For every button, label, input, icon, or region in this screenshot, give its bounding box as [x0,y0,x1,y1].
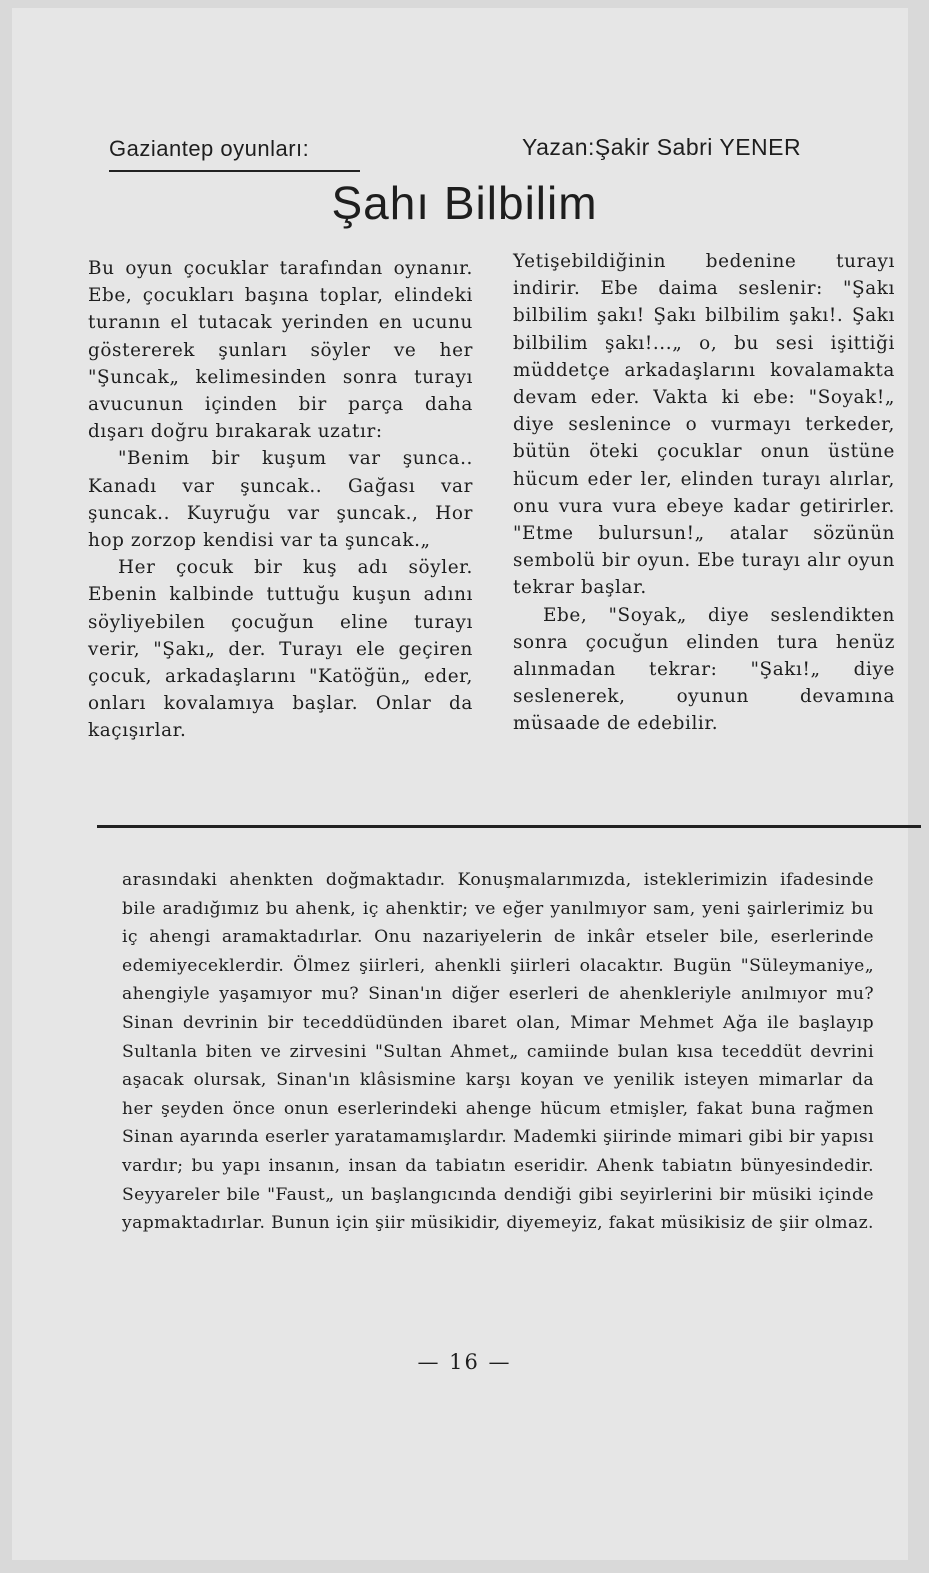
author-byline: Yazan:Şakir Sabri YENER [522,134,802,160]
right-paragraph: Yetişebildiğinin bedenine turayı indirir. Ebe daima seslenir: "Şakı bilbilim şakı! Şakı bilbilim şakı!. Şakı bilbilim şakı!...„ o, bu sesi işittiği müddetçe arkadaşlarını kovalamakta devam eder. Vakta ki ebe: "Soyak!„ diye seslenince o vurmayı terkeder, bütün öteki çocuklar onun üstüne hücum eder ler, elinden turayı alırlar, onu vura vura ebeye kadar getirirler. "Etme bulursun!„ atalar sözünün sembolü bir oyun. Ebe turayı alır oyun tekrar başlar. [513,251,895,599]
article-title: Şahı Bilbilim [331,177,598,229]
section-underline [109,170,360,172]
left-paragraph: Bu oyun çocuklar tarafından oynanır. Ebe, çocukları başına toplar, elindeki turanın el tutacak yerinden en ucunu göstererek şunları söyler ve her "Şuncak„ kelimesinden sonra turayı avucunun içinden bir parça daha dışarı doğru bırakarak uzatır: [88,258,473,443]
essay-text [122,866,874,1238]
section-tag: Gaziantep oyunları: [109,136,310,161]
left-paragraph: Her çocuk bir kuş adı söyler. Ebenin kalbinde tuttuğu kuşun adını söyliyebilen çocuğun eline turayı verir, "Şakı„ der. Turayı ele geçiren çocuk, arkadaşlarını "Katöğün„ eder, onları kovalamıya başlar. Onlar da kaçışırlar. [88,557,473,742]
right-paragraph: Ebe, "Soyak„ diye seslendikten sonra çocuğun elinden tura henüz alınmadan tekrar: "Şakı!„ diye seslenerek, oyunun devamına müsaade de edebilir. [513,604,895,735]
left-column [88,255,473,745]
page-number: — 16 — [417,1350,512,1374]
right-column [513,248,895,738]
essay-paragraph: arasındaki ahenkten doğmaktadır. Konuşmalarımızda, isteklerimizin ifadesinde bile aradığımız bu ahenk, iç ahenktir; ve eğer yanılmıyor sam, yeni şairlerimiz bu iç ahengi aramaktadırlar. Onu nazariyelerin de inkâr etseler bile, eserlerinde edemiyeceklerdir. Ölmez şiirleri, ahenkli şiirleri olacaktır. Bugün "Süleymaniye„ ahengiyle yaşamıyor mu? Sinan'ın diğer eserleri de ahenkleriyle anılmıyor mu? Sinan devrinin bir teceddüdünden ibaret olan, Mimar Mehmet Ağa ile başlayıp Sultanla biten ve zirvesini "Sultan Ahmet„ camiinde bulan kısa teceddüt devrini aşacak olursak, Sinan'ın klâsismine karşı koyan ve yenilik isteyen mimarlar da her şeyden önce onun eserlerindeki ahenge hücum etmişler, fakat buna rağmen Sinan ayarında eserler yaratamamışlardır. Mademki şiirinde mimari gibi bir yapısı vardır; bu yapı insanın, insan da tabiatın eseridir. Ahenk tabiatın bünyesindedir. Seyyareler bile "Faust„ un başlangıcında dendiği gibi seyirlerini bir müsiki içinde yapmaktadırlar. Bunun için şiir müsikidir, diyemeyiz, fakat müsikisiz de şiir olmaz. [122,870,874,1234]
page-background [12,8,908,1560]
left-paragraph: "Benim bir kuşum var şunca.. Kanadı var şuncak.. Gağası var şuncak.. Kuyruğu var şuncak., Hor hop zorzop kendisi var ta şuncak.„ [88,448,473,552]
section-divider [97,825,921,828]
